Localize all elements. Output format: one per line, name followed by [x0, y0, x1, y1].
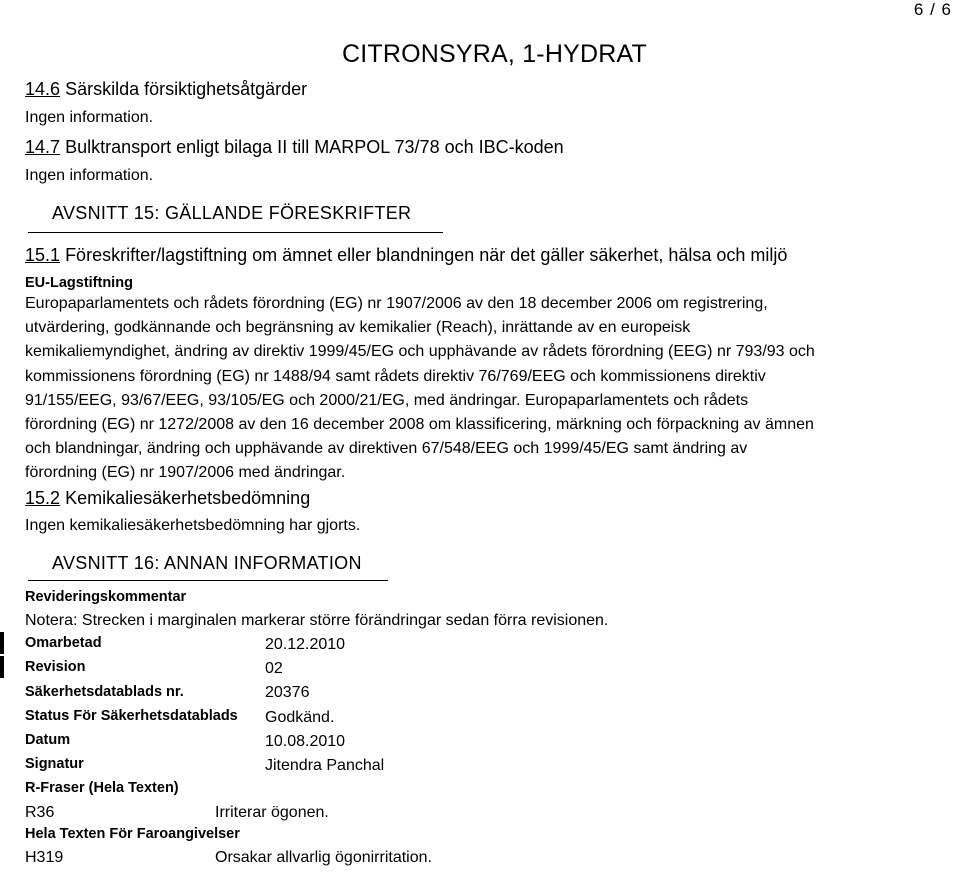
r-phrase-code: R36	[25, 804, 55, 821]
field-label-date: Datum	[25, 732, 71, 748]
eu-legislation-line: kemikaliemyndighet, ändring av direktiv 1999/45/EG och upphävande av rådets förordning (EEG) nr 793/93 och	[25, 343, 815, 361]
subsection-15-1-heading	[25, 245, 787, 266]
field-value-signature: Jitendra Panchal	[265, 757, 385, 774]
subsection-15-2-heading	[25, 488, 310, 509]
subsection-number: 15.2	[25, 488, 61, 508]
section-15-heading: AVSNITT 15: GÄLLANDE FÖRESKRIFTER	[52, 203, 412, 223]
subsection-14-7-text: Ingen information.	[25, 167, 154, 184]
subsection-title: Särskilda försiktighetsåtgärder	[65, 79, 308, 99]
change-bar	[0, 632, 4, 654]
field-value-revision: 02	[265, 660, 283, 677]
field-label-signature: Signatur	[25, 756, 84, 772]
change-bar	[0, 656, 4, 678]
document-title: CITRONSYRA, 1-HYDRAT	[342, 40, 647, 68]
field-label-sds-number: Säkerhetsdatablads nr.	[25, 684, 184, 700]
revision-comment-text: Notera: Strecken i marginalen markerar större förändringar sedan förra revisionen.	[25, 612, 609, 629]
subsection-number: 14.7	[25, 137, 61, 157]
eu-legislation-line: och blandningar, ändring och upphävande av direktiven 67/548/EEG och 1999/45/EG samt ändring av	[25, 440, 748, 458]
section-16-heading: AVSNITT 16: ANNAN INFORMATION	[52, 553, 362, 573]
field-label-revision: Revision	[25, 659, 86, 675]
hazard-statements-label: Hela Texten För Faroangivelser	[25, 826, 240, 842]
eu-legislation-line: kommissionens förordning (EG) nr 1488/94 samt rådets direktiv 76/769/EEG och kommissionens direktiv	[25, 367, 766, 385]
subsection-14-6-heading	[25, 79, 307, 100]
section-15-rule	[28, 232, 443, 233]
eu-legislation-line: Europaparlamentets och rådets förordning (EG) nr 1907/2006 av den 18 december 2006 om registrering,	[25, 295, 768, 312]
subsection-number: 15.1	[25, 245, 61, 265]
field-value-revised: 20.12.2010	[265, 636, 346, 653]
section-16-rule	[28, 580, 388, 581]
field-value-sds-number: 20376	[265, 684, 310, 701]
subsection-14-7-heading	[25, 137, 564, 158]
eu-legislation-line: förordning (EG) nr 1272/2008 av den 16 december 2008 om klassificering, märkning och förpackning av ämnen	[25, 416, 814, 434]
eu-legislation-line: utvärdering, godkännande och begränsning av kemikalier (Reach), inrättande av en europeisk	[25, 319, 691, 337]
field-label-revised: Omarbetad	[25, 635, 102, 651]
subsection-14-6-text: Ingen information.	[25, 109, 154, 126]
subsection-15-2-text: Ingen kemikaliesäkerhetsbedömning har gjorts.	[25, 517, 361, 534]
r-phrase-text: Irriterar ögonen.	[215, 804, 329, 821]
hazard-code: H319	[25, 849, 64, 866]
revision-comment-label: Revideringskommentar	[25, 589, 187, 605]
eu-legislation-text	[25, 292, 925, 486]
field-label-sds-status: Status För Säkerhetsdatablads	[25, 708, 238, 724]
subsection-number: 14.6	[25, 79, 61, 99]
subsection-title: Bulktransport enligt bilaga II till MARPOL 73/78 och IBC-koden	[65, 137, 564, 157]
field-value-sds-status: Godkänd.	[265, 709, 335, 726]
subsection-title: Kemikaliesäkerhetsbedömning	[65, 488, 311, 508]
hazard-text: Orsakar allvarlig ögonirritation.	[215, 849, 432, 866]
eu-legislation-line: förordning (EG) nr 1907/2006 med ändringar.	[25, 464, 346, 482]
subsection-title: Föreskrifter/lagstiftning om ämnet eller blandningen när det gäller säkerhet, hälsa och miljö	[65, 245, 788, 265]
eu-legislation-label: EU-Lagstiftning	[25, 275, 133, 291]
field-value-date: 10.08.2010	[265, 733, 346, 750]
page-number: 6 / 6	[913, 0, 952, 19]
r-phrases-label: R-Fraser (Hela Texten)	[25, 780, 179, 796]
eu-legislation-line: 91/155/EEG, 93/67/EEG, 93/105/EG och 2000/21/EG, med ändringar. Europaparlamentets och rådets	[25, 391, 749, 409]
